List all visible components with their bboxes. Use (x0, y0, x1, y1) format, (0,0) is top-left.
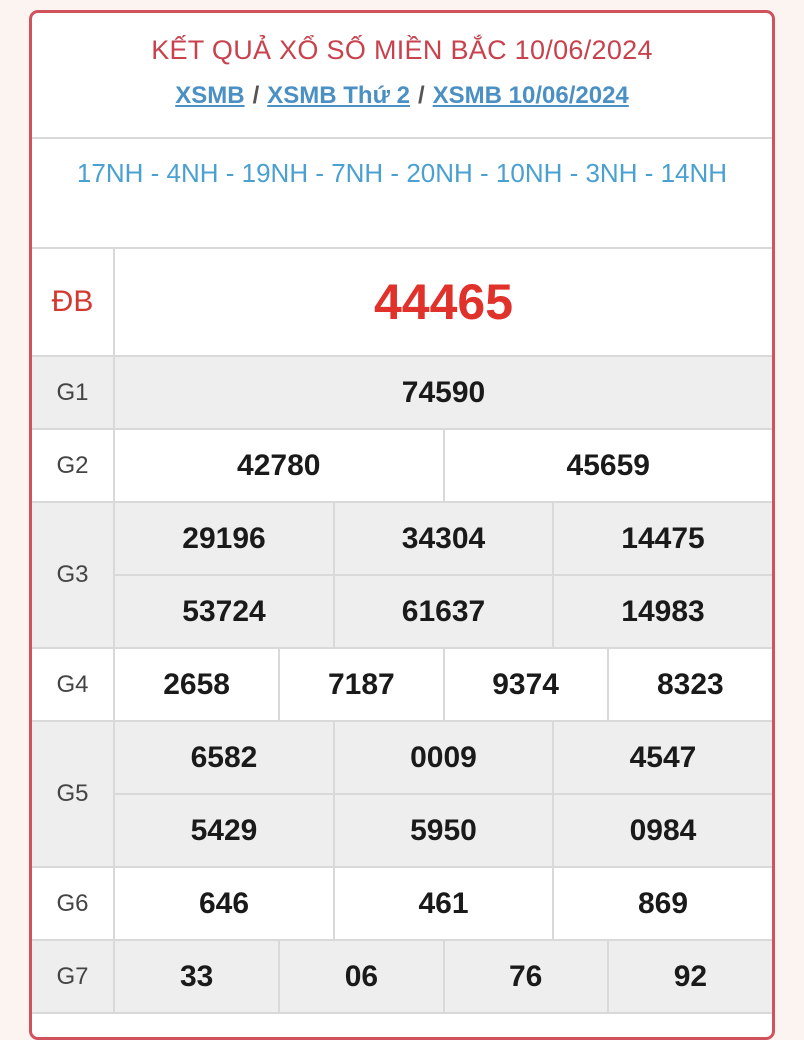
breadcrumb-separator: / (252, 82, 260, 109)
prize-row-g3 (32, 502, 772, 648)
prize-value: 9374 (444, 649, 608, 720)
prize-value: 33 (115, 941, 279, 1012)
prize-value: 2658 (163, 667, 230, 701)
prize-value: 45659 (444, 430, 773, 501)
results-header (32, 13, 772, 139)
prize-row-g1 (32, 356, 772, 429)
prize-label-g6: G6 (32, 867, 114, 940)
prize-label-g1: G1 (32, 356, 114, 429)
prize-value: 14983 (553, 575, 772, 647)
results-table (32, 249, 772, 1014)
prize-value: 5950 (334, 794, 553, 866)
prize-value: 29196 (115, 503, 334, 575)
prize-value: 34304 (334, 503, 553, 575)
prize-cells-g5 (114, 721, 772, 867)
prize-value: 61637 (334, 575, 553, 647)
prize-cells-g6 (114, 867, 772, 940)
breadcrumb-separator: / (417, 82, 425, 109)
prize-row-g4 (32, 648, 772, 721)
prize-value: 646 (198, 886, 250, 920)
prize-value: 14475 (553, 503, 772, 575)
breadcrumb-link-xsmb-date[interactable]: XSMB 10/06/2024 (432, 82, 629, 109)
prize-value: 42780 (237, 448, 321, 482)
prize-value: 53724 (115, 575, 334, 647)
prize-value: 06 (279, 941, 443, 1012)
prize-value: 7187 (279, 649, 443, 720)
prize-cells-g3 (114, 502, 772, 648)
breadcrumb-link-xsmb[interactable]: XSMB (175, 82, 245, 109)
breadcrumb (32, 81, 772, 111)
draw-codes: 17NH - 4NH - 19NH - 7NH - 20NH - 10NH - 3NH - 14NH (32, 139, 772, 249)
prize-cells-g4 (114, 648, 772, 721)
prize-value: 461 (334, 868, 553, 939)
prize-label-g2: G2 (32, 429, 114, 502)
prize-value: 0009 (334, 722, 553, 794)
prize-label-g3: G3 (32, 502, 114, 648)
prize-cells-g7 (114, 940, 772, 1013)
prize-value: 4547 (553, 722, 772, 794)
prize-row-g2 (32, 429, 772, 502)
prize-label-g5: G5 (32, 721, 114, 867)
prize-cells-g2 (114, 429, 772, 502)
prize-value: 6582 (115, 722, 334, 794)
results-card (29, 10, 775, 1040)
prize-value: 869 (553, 868, 772, 939)
prize-value: 74590 (114, 356, 772, 429)
prize-value: 76 (444, 941, 608, 1012)
prize-row-db (32, 249, 772, 356)
prize-row-g5 (32, 721, 772, 867)
prize-row-g7 (32, 940, 772, 1013)
prize-row-g6 (32, 867, 772, 940)
prize-value: 0984 (553, 794, 772, 866)
prize-label-db: ĐB (32, 249, 114, 356)
prize-value: 5429 (115, 794, 334, 866)
special-prize-value: 44465 (114, 249, 772, 356)
prize-label-g7: G7 (32, 940, 114, 1013)
page-title: KẾT QUẢ XỔ SỐ MIỀN BẮC 10/06/2024 (151, 35, 653, 65)
prize-label-g4: G4 (32, 648, 114, 721)
prize-value: 8323 (608, 649, 772, 720)
breadcrumb-link-xsmb-weekday[interactable]: XSMB Thứ 2 (267, 82, 410, 109)
prize-value: 92 (608, 941, 772, 1012)
